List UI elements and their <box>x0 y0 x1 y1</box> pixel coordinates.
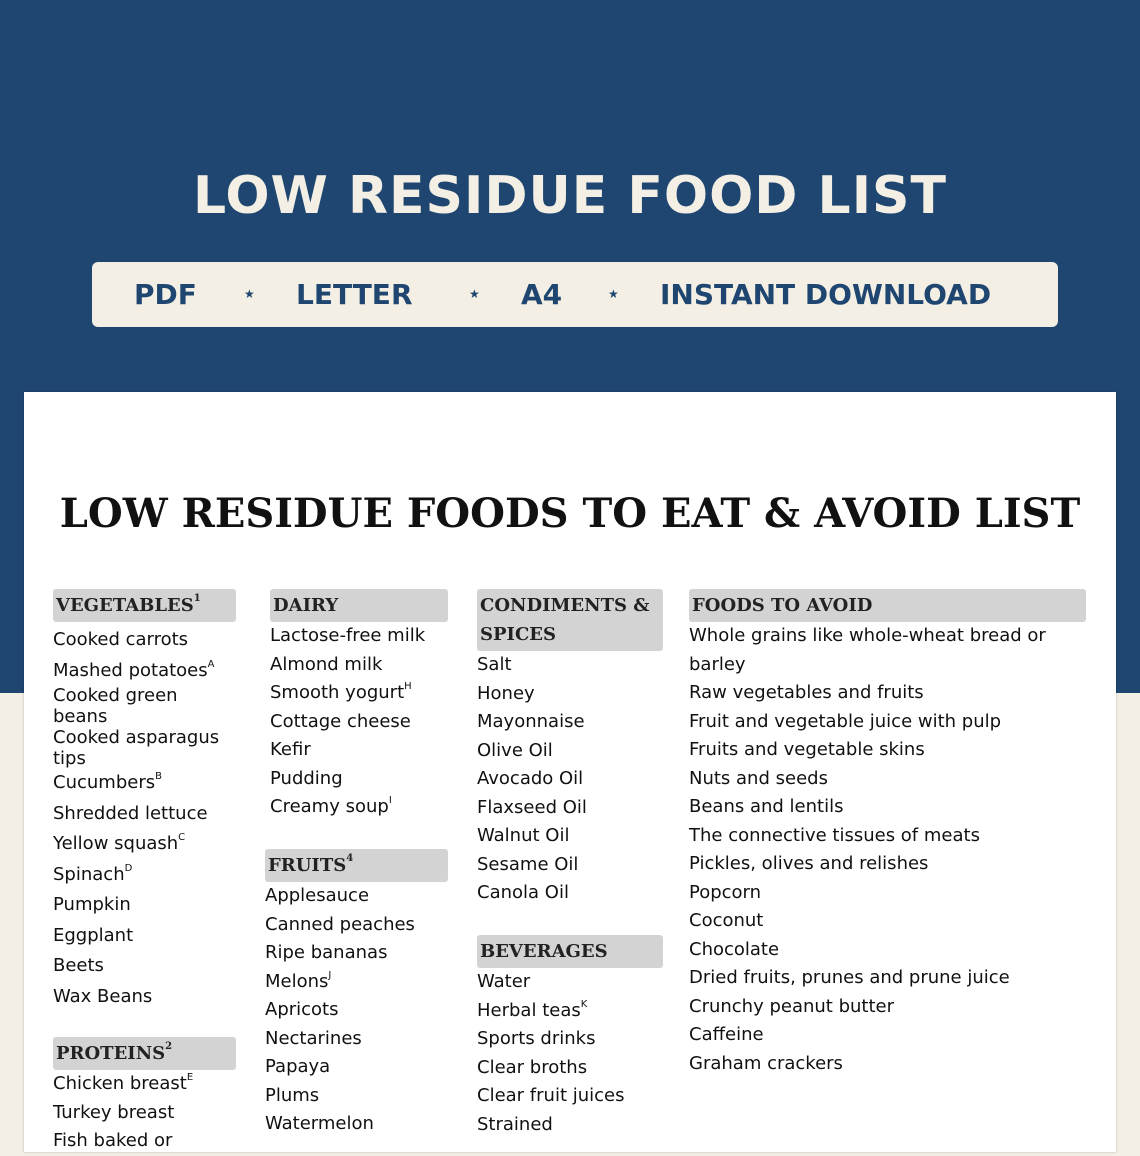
list-item: Sports drinks <box>477 1028 596 1049</box>
list-item: Canola Oil <box>477 882 569 903</box>
list-item: Crunchy peanut butter <box>689 995 895 1017</box>
star-icon: ★ <box>244 287 255 301</box>
list-item: Apricots <box>265 999 339 1020</box>
list-item: Pudding <box>270 767 343 789</box>
list-item: Whole grains like whole-wheat bread or <box>689 625 1046 646</box>
list-item: Cooked carrots <box>53 629 189 650</box>
list-item: Pickles, olives and relishes <box>689 853 929 874</box>
list-item: Clear broths <box>477 1056 588 1078</box>
star-icon: ★ <box>469 287 480 301</box>
list-item: Caffeine <box>689 1024 764 1045</box>
list-item: Shredded lettuce <box>53 802 208 824</box>
list-item: Salt <box>477 654 512 675</box>
list-item: Spinach$^D$ <box>53 862 133 885</box>
list-item: Creamy soup$^I$ <box>270 795 392 817</box>
list-item: Sesame Oil <box>477 853 579 875</box>
list-item: barley <box>689 653 746 675</box>
format-a4: A4 <box>521 278 563 311</box>
section-heading-beverages: BEVERAGES <box>477 935 663 968</box>
list-item: Chicken breast$^E$ <box>53 1072 194 1094</box>
list-item: Watermelon <box>265 1113 374 1134</box>
list-item: Canned peaches <box>265 913 415 935</box>
list-item: Flaxseed Oil <box>477 796 587 818</box>
list-item: Cucumbers$^B$ <box>53 771 162 793</box>
sheet-title: LOW RESIDUE FOODS TO EAT & AVOID LIST <box>59 490 1081 537</box>
list-item: Plums <box>265 1084 320 1106</box>
list-item: Kefir <box>270 739 311 760</box>
list-item: Nuts and seeds <box>689 767 828 789</box>
list-item: Dried fruits, prunes and prune juice <box>689 967 1010 988</box>
list-item: Nectarines <box>265 1027 362 1049</box>
list-item: Beans and lentils <box>689 796 844 817</box>
banner-title: LOW RESIDUE FOOD LIST <box>193 166 947 226</box>
list-item: Wax Beans <box>53 985 153 1007</box>
list-item: Papaya <box>265 1056 331 1077</box>
list-item: Graham crackers <box>689 1052 843 1074</box>
list-item: Popcorn <box>689 881 762 903</box>
list-item: Lactose-free milk <box>270 625 426 646</box>
list-item: Walnut Oil <box>477 825 570 846</box>
section-heading-fruits: FRUITS$^4$ <box>265 849 448 882</box>
list-item: Mashed potatoes$^A$ <box>53 658 215 681</box>
list-item: Raw vegetables and fruits <box>689 682 924 703</box>
list-item: Strained <box>477 1113 553 1135</box>
section-heading-dairy: DAIRY <box>270 589 448 622</box>
format-pill <box>92 262 1058 327</box>
list-item: Pumpkin <box>53 894 131 915</box>
list-item: Eggplant <box>53 924 134 946</box>
list-item: Water <box>477 971 531 992</box>
list-item: Cooked green beans <box>53 685 178 727</box>
column-avoid <box>689 589 1086 1078</box>
star-icon: ★ <box>608 287 619 301</box>
column-beverages <box>477 935 663 1139</box>
list-item: Honey <box>477 682 535 704</box>
list-item: Smooth yogurt$^H$ <box>270 681 412 703</box>
format-instant-download: INSTANT DOWNLOAD <box>660 278 992 311</box>
list-item: Fruit and vegetable juice with pulp <box>689 710 1002 732</box>
list-item: The connective tissues of meats <box>689 824 980 846</box>
column-vegetables <box>53 589 236 1156</box>
list-item: Olive Oil <box>477 739 553 761</box>
list-item: Turkey breast <box>53 1101 175 1123</box>
list-item: Chocolate <box>689 938 780 960</box>
column-dairy <box>270 589 448 822</box>
column-fruits <box>265 849 448 1139</box>
list-item: Cooked asparagus tips <box>53 727 220 769</box>
section-heading-vegetables: VEGETABLES$^1$ <box>53 589 236 622</box>
list-item: Fish baked or <box>53 1130 173 1151</box>
list-item: Applesauce <box>265 885 370 906</box>
list-item: Fruits and vegetable skins <box>689 739 925 760</box>
list-item: Melons$^J$ <box>265 969 332 992</box>
format-letter: LETTER <box>296 278 413 311</box>
list-item: Coconut <box>689 910 764 931</box>
food-list-sheet <box>24 392 1116 1152</box>
list-item: Yellow squash$^C$ <box>53 832 186 854</box>
list-item: Herbal teas$^K$ <box>477 998 588 1021</box>
section-heading-condiments: CONDIMENTS & SPICES <box>477 589 663 651</box>
list-item: Cottage cheese <box>270 710 411 732</box>
list-item: Almond milk <box>270 653 383 675</box>
list-item: Avocado Oil <box>477 768 584 789</box>
list-item: Ripe bananas <box>265 942 388 963</box>
format-pdf: PDF <box>134 278 197 311</box>
list-item: Clear fruit juices <box>477 1085 625 1106</box>
section-heading-avoid: FOODS TO AVOID <box>689 589 1086 622</box>
column-condiments <box>477 589 663 908</box>
section-heading-proteins: PROTEINS$^2$ <box>53 1037 236 1070</box>
list-item: Beets <box>53 955 104 976</box>
list-item: Mayonnaise <box>477 711 585 732</box>
